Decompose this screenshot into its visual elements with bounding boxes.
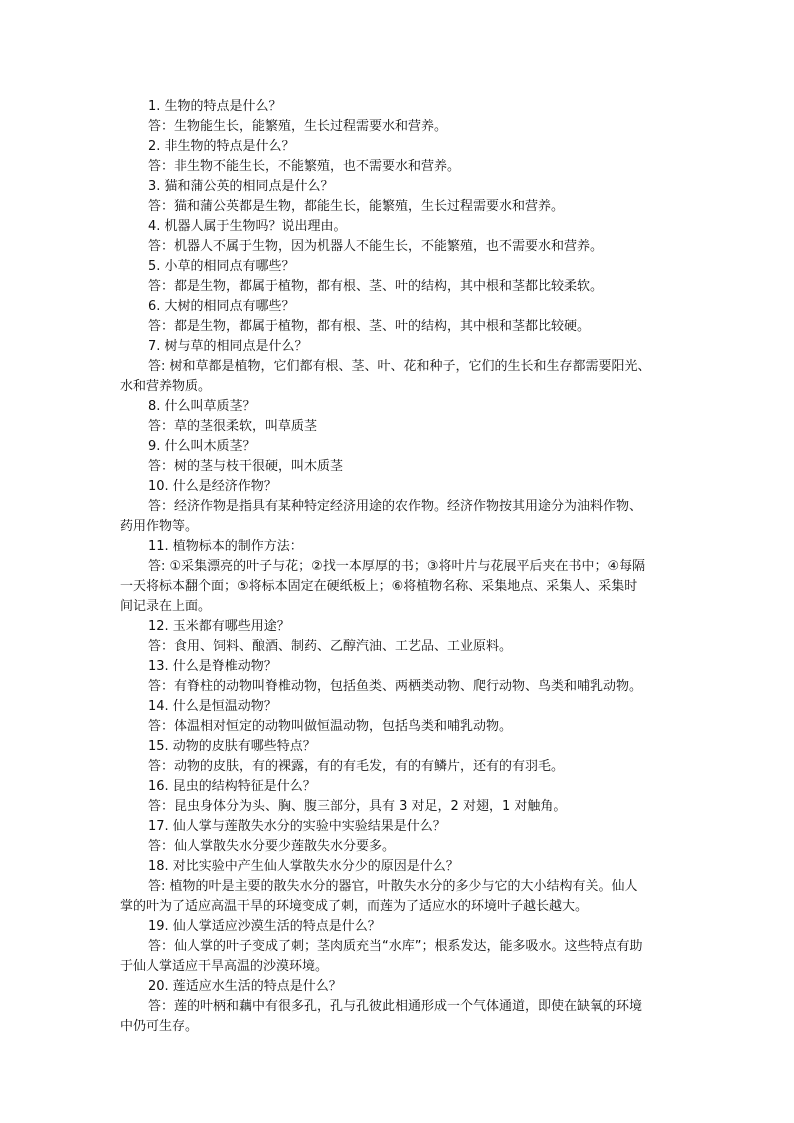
answer-3-line-1: 答：猫和蒲公英都是生物，都能生长，能繁殖，生长过程需要水和营养。 (148, 199, 565, 214)
answer-20-line-1: 答：莲的叶柄和藕中有很多孔，孔与孔彼此相通形成一个气体通道，即使在缺氧的环境 (148, 999, 643, 1014)
question-3: 3. 猫和蒲公英的相同点是什么？ (148, 179, 334, 194)
answer-7-line-1: 答: 树和草都是植物，它们都有根、茎、叶、花和种子，它们的生长和生存都需要阳光、 (148, 359, 651, 374)
answer-10-line-2: 药用作物等。 (120, 519, 199, 534)
question-9: 9. 什么叫木质茎？ (148, 439, 256, 454)
answer-20-line-2: 中仍可生存。 (120, 1019, 199, 1034)
answer-19-line-2: 于仙人掌适应干旱高温的沙漠环境。 (120, 959, 329, 974)
answer-10-line-1: 答：经济作物是指具有某种特定经济用途的农作物。经济作物按其用途分为油料作物、 (148, 499, 643, 514)
answer-11-line-3: 间记录在上面。 (120, 599, 212, 614)
answer-14-line-1: 答：体温相对恒定的动物叫做恒温动物，包括鸟类和哺乳动物。 (148, 719, 513, 734)
answer-19-line-1: 答：仙人掌的叶子变成了刺；茎肉质充当“水库”；根系发达，能多吸水。这些特点有助 (148, 939, 643, 954)
question-13: 13. 什么是脊椎动物？ (148, 659, 277, 674)
answer-15-line-1: 答：动物的皮肤，有的裸露，有的有毛发，有的有鳞片，还有的有羽毛。 (148, 759, 565, 774)
answer-11-line-2: 一天将标本翻个面；⑤将标本固定在硬纸板上；⑥将植物名称、采集地点、采集人、采集时 (120, 579, 638, 594)
answer-4-line-1: 答：机器人不属于生物，因为机器人不能生长，不能繁殖，也不需要水和营养。 (148, 239, 604, 254)
answer-11-line-1: 答: ①采集漂亮的叶子与花；②找一本厚厚的书；③将叶片与花展平后夹在书中；④每隔 (148, 559, 646, 574)
question-18: 18. 对比实验中产生仙人掌散失水分少的原因是什么？ (148, 859, 459, 874)
answer-16-line-1: 答：昆虫身体分为头、胸、腹三部分，具有 3 对足，2 对翅，1 对触角。 (148, 799, 567, 814)
answer-6-line-1: 答：都是生物，都属于植物，都有根、茎、叶的结构，其中根和茎都比较硬。 (148, 319, 591, 334)
qa-list (120, 97, 686, 1037)
answer-18-line-2: 掌的叶为了适应高温干旱的环境变成了刺，而莲为了适应水的环境叶子越长越大。 (120, 899, 589, 914)
answer-1-line-1: 答：生物能生长，能繁殖，生长过程需要水和营养。 (148, 119, 448, 134)
question-12: 12. 玉米都有哪些用途？ (148, 619, 290, 634)
question-15: 15. 动物的皮肤有哪些特点？ (148, 739, 316, 754)
answer-2-line-1: 答：非生物不能生长，不能繁殖，也不需要水和营养。 (148, 159, 461, 174)
question-1: 1. 生物的特点是什么？ (148, 99, 282, 114)
question-2: 2. 非生物的特点是什么？ (148, 139, 295, 154)
question-6: 6. 大树的相同点有哪些？ (148, 299, 295, 314)
answer-7-line-2: 水和营养物质。 (120, 379, 212, 394)
question-16: 16. 昆虫的结构特征是什么？ (148, 779, 316, 794)
question-5: 5. 小草的相同点有哪些？ (148, 259, 295, 274)
answer-12-line-1: 答：食用、饲料、酿酒、制药、乙醇汽油、工艺品、工业原料。 (148, 639, 513, 654)
question-17: 17. 仙人掌与莲散失水分的实验中实验结果是什么？ (148, 819, 446, 834)
question-4: 4. 机器人属于生物吗？说出理由。 (148, 219, 347, 234)
question-8: 8. 什么叫草质茎？ (148, 399, 256, 414)
question-20: 20. 莲适应水生活的特点是什么？ (148, 979, 342, 994)
answer-5-line-1: 答：都是生物，都属于植物，都有根、茎、叶的结构，其中根和茎都比较柔软。 (148, 279, 604, 294)
question-19: 19. 仙人掌适应沙漠生活的特点是什么？ (148, 919, 381, 934)
answer-8-line-1: 答：草的茎很柔软，叫草质茎 (148, 419, 318, 434)
answer-13-line-1: 答：有脊柱的动物叫脊椎动物，包括鱼类、两栖类动物、爬行动物、鸟类和哺乳动物。 (148, 679, 643, 694)
answer-17-line-1: 答：仙人掌散失水分要少莲散失水分要多。 (148, 839, 396, 854)
question-10: 10. 什么是经济作物？ (148, 479, 277, 494)
question-7: 7. 树与草的相同点是什么？ (148, 339, 308, 354)
question-11: 11. 植物标本的制作方法： (148, 539, 303, 554)
answer-9-line-1: 答：树的茎与枝干很硬，叫木质茎 (148, 459, 344, 474)
question-14: 14. 什么是恒温动物？ (148, 699, 277, 714)
answer-18-line-1: 答: 植物的叶是主要的散失水分的器官，叶散失水分的多少与它的大小结构有关。仙人 (148, 879, 638, 894)
